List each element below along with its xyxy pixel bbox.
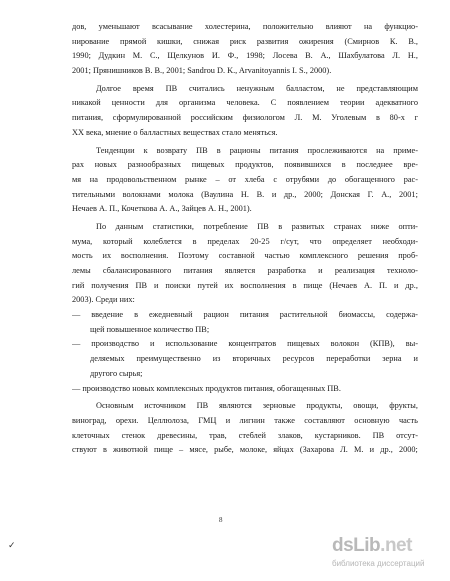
text-line: По данным статистики, потребление ПВ в развитых странах ниже опти- bbox=[96, 221, 418, 231]
text-line: Основным источником ПВ являются зерновые продукты, овощи, фрукты, bbox=[96, 401, 418, 411]
text-line: 2003). Среди них: bbox=[72, 295, 135, 305]
text-line: — производство и использование концентратов пищевых волокон (КПВ), вы- bbox=[72, 339, 418, 349]
text-line: нирование прямой кишки, снижая риск развития ожирения (Смирнов К. В., bbox=[72, 36, 418, 46]
text-line: мость их восполнения. Поэтому составной частью комплексного решения проб- bbox=[72, 251, 418, 261]
text-line: мума, который колеблется в пределах 20-25 г/сут, что определяет необходи- bbox=[72, 236, 418, 246]
text-line: Тенденции к возврату ПВ в рационы питания прослеживаются на приме- bbox=[96, 145, 418, 155]
text-line: питания, сформулированной российским физиологом Л. М. Уголевым в 80-х г bbox=[72, 113, 418, 123]
document-body bbox=[72, 20, 418, 458]
text-line: XX века, мнение о балластных веществах стало меняться. bbox=[72, 127, 278, 137]
text-line: тительными волокнами молока (Ваулина Н. В. и др., 2000; Донская Г. А., 2001; bbox=[72, 189, 418, 199]
text-line: дов, уменьшают всасывание холестерина, положительно влияют на функцио- bbox=[72, 22, 418, 31]
page-number: 8 bbox=[219, 516, 223, 524]
text-line: никакой ценности для организма человека. С появлением теории адекватного bbox=[72, 98, 418, 108]
text-line: другого сырья; bbox=[90, 368, 143, 378]
watermark-logo-text bbox=[332, 535, 412, 557]
text-line: щей повышенное количество ПВ; bbox=[90, 324, 210, 334]
text-line: 2001; Прянишников В. В., 2001; Sandrou D. K., Arvanitoyannis I. S., 2000). bbox=[72, 66, 332, 76]
text-line: Долгое время ПВ считались ненужным балластом, не представляющим bbox=[96, 83, 418, 93]
text-line: мя на продовольственном рынке – от хлеба с отрубями до обогащенного рас- bbox=[72, 174, 418, 184]
watermark-logo-tld: .net bbox=[380, 535, 412, 556]
margin-check-mark: ✓ bbox=[8, 540, 16, 550]
text-line: виноград, орехи. Целлюлоза, ГМЦ и лигнин также составляют основную часть bbox=[72, 415, 418, 425]
text-line: 1990; Дудкин М. С., Щелкунов И. Ф., 1998; Лосева В. А., Шахбулатова Л. Н., bbox=[72, 51, 418, 61]
text-line: клеточных стенок древесины, трав, стеблей злаков, кустарников. ПВ отсут- bbox=[72, 430, 418, 440]
text-line: рах новых разнообразных пищевых продуктов, появившихся в последнее вре- bbox=[72, 160, 418, 170]
text-line: ствуют в животной пище – мясе, рыбе, молоке, яйцах (Захарова Л. М. и др., 2000; bbox=[72, 445, 418, 455]
text-line: — производство новых комплексных продуктов питания, обогащенных ПВ. bbox=[72, 383, 341, 393]
text-line: — введение в ежедневный рацион питания растительной биомассы, содержа- bbox=[72, 310, 418, 320]
text-line: Нечаев А. П., Кочеткова А. А., Зайцев А. Н., 2001). bbox=[72, 204, 252, 214]
watermark-logo bbox=[332, 535, 446, 575]
watermark-subtitle: библиотека диссертаций bbox=[332, 559, 425, 568]
text-line: деляемых преимущественно из вторичных ресурсов переработки зерна и bbox=[90, 354, 418, 364]
text-line: гий получения ПВ и поиски путей их восполнения в пище (Нечаев А. П. и др., bbox=[72, 280, 418, 290]
watermark-logo-main: dsLib bbox=[332, 535, 381, 556]
text-line: лемы сбалансированного питания является разработка и реализация техноло- bbox=[72, 266, 418, 275]
